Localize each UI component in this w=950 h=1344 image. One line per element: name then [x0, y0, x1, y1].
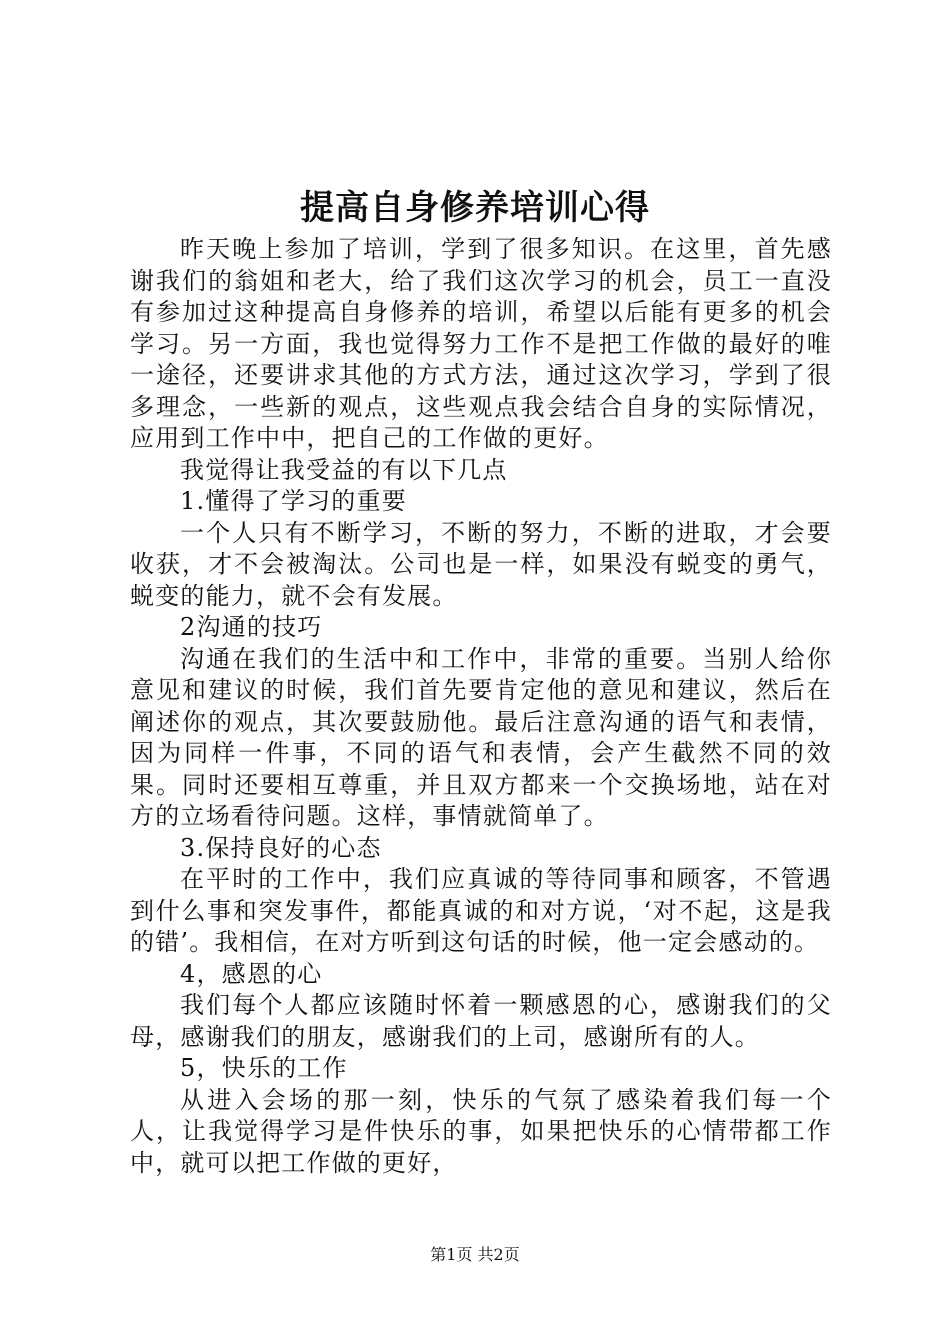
section-heading: 4，感恩的心: [180, 959, 323, 988]
paragraph: 我们每个人都应该随时怀着一颗感恩的心，感谢我们的父母，感谢我们的朋友，感谢我们的上司，感谢所有的人。: [130, 991, 832, 1051]
paragraph: 在平时的工作中，我们应真诚的等待同事和顾客，不管遇到什么事和突发事件，都能真诚的和对方说，‘对不起，这是我的错’。我相信，在对方听到这句话的时候，他一定会感动的。: [130, 865, 832, 956]
paragraph: 一个人只有不断学习，不断的努力，不断的进取，才会要收获，才不会被淘汰。公司也是一样，如果没有蜕变的勇气，蜕变的能力，就不会有发展。: [130, 518, 832, 610]
page-footer: 第1页 共2页: [430, 1245, 520, 1264]
section-heading: 5，快乐的工作: [180, 1054, 348, 1082]
document-title: 提高自身修养培训心得: [300, 188, 650, 228]
paragraph: 昨天晚上参加了培训，学到了很多知识。在这里，首先感谢我们的翁姐和老大，给了我们这次学习的机会，员工一直没有参加过这种提高自身修养的培训，希望以后能有更多的机会学习。另一方面，我也觉得努力工作不是把工作做的最好的唯一途径，还要讲求其他的方式方法，通过这次学习，学到了很多理念，一些新的观点，这些观点我会结合自身的实际情况，应用到工作中中，把自己的工作做的更好。: [130, 235, 832, 452]
section-heading: 2沟通的技巧: [180, 613, 323, 641]
paragraph: 我觉得让我受益的有以下几点: [180, 455, 508, 484]
document-body: [130, 234, 832, 1179]
section-heading: 3.保持良好的心态: [180, 833, 382, 862]
section-heading: 1.懂得了学习的重要: [180, 487, 407, 515]
paragraph: 从进入会场的那一刻，快乐的气氛了感染着我们每一个人，让我觉得学习是件快乐的事，如果把快乐的心情带都工作中，就可以把工作做的更好，: [130, 1085, 832, 1177]
paragraph: 沟通在我们的生活中和工作中，非常的重要。当别人给你意见和建议的时候，我们首先要肯定他的意见和建议，然后在阐述你的观点，其次要鼓励他。最后注意沟通的语气和表情，因为同样一件事，不同的语气和表情，会产生截然不同的效果。同时还要相互尊重，并且双方都来一个交换场地，站在对方的立场看待问题。这样，事情就简单了。: [130, 644, 832, 830]
